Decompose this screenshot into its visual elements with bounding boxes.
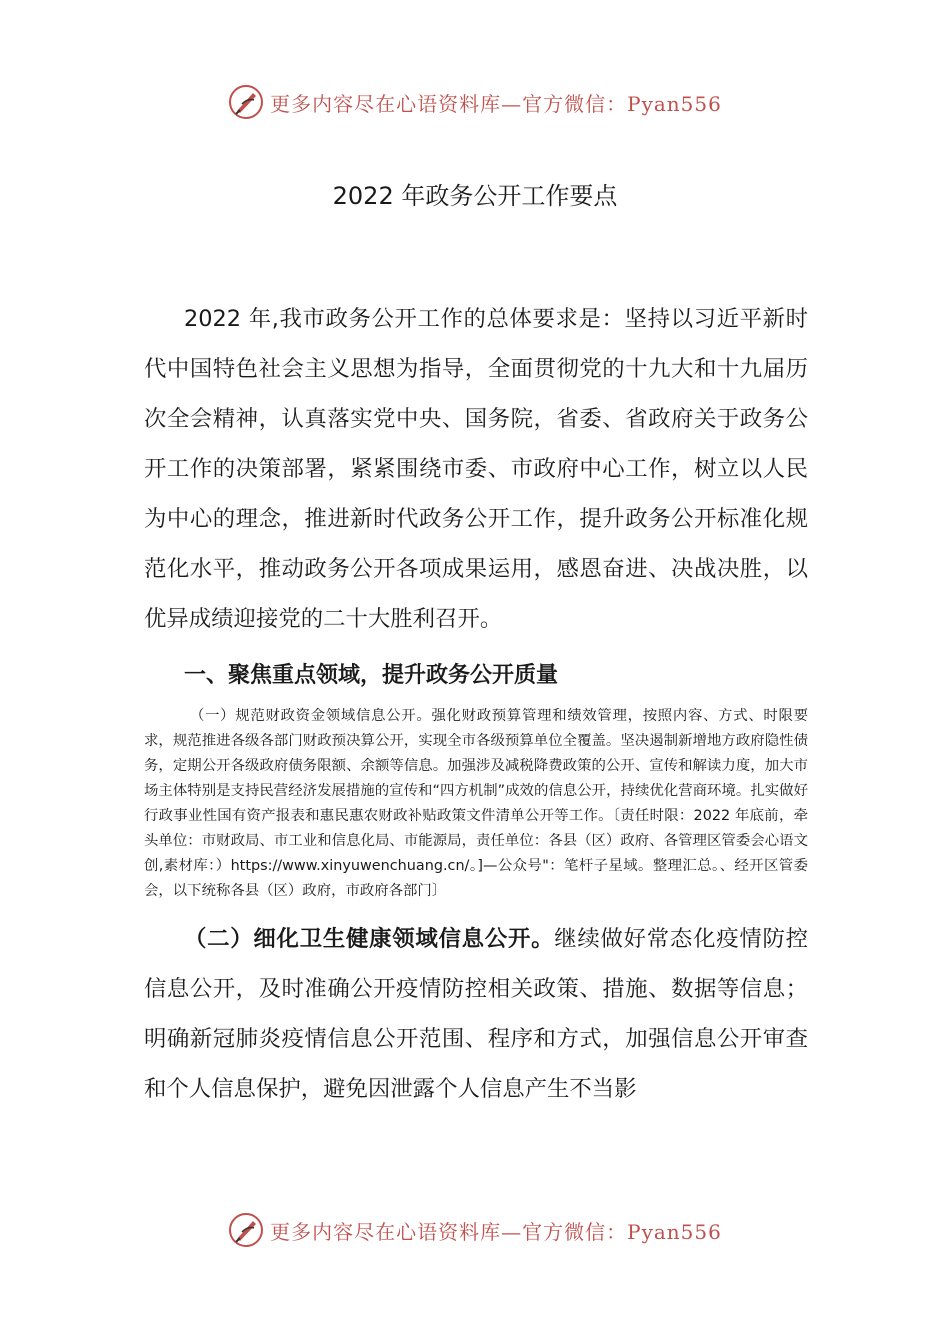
quill-logo-icon bbox=[228, 84, 264, 120]
footer-watermark-banner bbox=[0, 1210, 950, 1250]
item-paragraph: （一）规范财政资金领域信息公开。强化财政预算管理和绩效管理，按照内容、方式、时限要求，规范推进各级各部门财政预决算公开，实现全市各级预算单位全覆盖。坚决遏制新增地方政府隐性债务，定期公开各级政府债务限额、余额等信息。加强涉及减税降费政策的公开、宣传和解读力度，加大市场主体特别是支持民营经济发展措施的宣传和“四方机制”成效的信息公开，持续优化营商环境。扎实做好行政事业性国有资产报表和惠民惠农财政补贴政策文件清单公开等工作。〔责任时限：2022 年底前，牵头单位：市财政局、市工业和信息化局、市能源局，责任单位：各县（区）政府、各管理区管委会心语文创,素材库：）https://www.xinyuwenchuang.cn/。]—公众号"：笔杆子星域。整理汇总。、经开区管委会，以下统称各县（区）政府，市政府各部门〕 bbox=[144, 708, 808, 899]
intro-paragraph: 2022 年,我市政务公开工作的总体要求是：坚持以习近平新时代中国特色社会主义思想为指导，全面贯彻党的十九大和十九届历次全会精神，认真落实党中央、国务院，省委、省政府关于政务公开工作的决策部署，紧紧围绕市委、市政府中心工作，树立以人民为中心的理念，推进新时代政务公开工作，提升政务公开标准化规范化水平，推动政务公开各项成果运用，感恩奋进、决战决胜，以优异成绩迎接党的二十大胜利召开。 bbox=[144, 306, 808, 632]
document-body bbox=[144, 294, 808, 1114]
watermark-text: 更多内容尽在心语资料库—官方微信：Pyan556 bbox=[270, 91, 722, 116]
quill-logo-icon bbox=[228, 1212, 264, 1248]
item-body: 继续做好常态化疫情防控信息公开，及时准确公开疫情防控相关政策、措施、数据等信息；明确新冠肺炎疫情信息公开范围、程序和方式，加强信息公开审查和个人信息保护，避免因泄露个人信息产生不当影 bbox=[144, 926, 809, 1102]
section-heading: 一、聚焦重点领域，提升政务公开质量 bbox=[184, 663, 559, 688]
item-heading: （二）细化卫生健康领域信息公开。 bbox=[184, 926, 555, 952]
item-paragraph-2 bbox=[144, 914, 808, 1114]
watermark-text: 更多内容尽在心语资料库—官方微信：Pyan556 bbox=[270, 1219, 722, 1244]
page-title: 2022 年政务公开工作要点 bbox=[332, 182, 618, 210]
header-watermark-banner bbox=[0, 82, 950, 122]
